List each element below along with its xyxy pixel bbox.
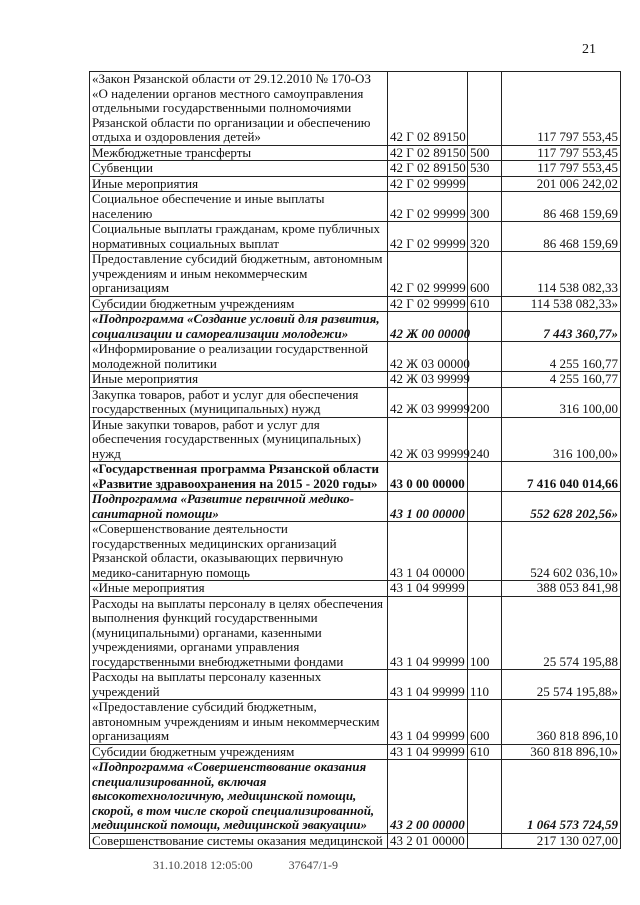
cell-amount: 360 818 896,10»	[502, 744, 621, 760]
cell-code: 43 1 04 99999	[388, 744, 468, 760]
cell-name: Субсидии бюджетным учреждениям	[90, 744, 388, 760]
cell-name: «Предоставление субсидий бюджетным, автономным учреждениям и иным некоммерческим организациям	[90, 700, 388, 745]
cell-name: «Государственная программа Рязанской области «Развитие здравоохранения на 2015 - 2020 годы»	[90, 462, 388, 492]
table-row	[90, 744, 621, 760]
cell-amount: 360 818 896,10	[502, 700, 621, 745]
cell-code: 43 2 00 00000	[388, 760, 468, 834]
cell-code: 42 Ж 03 99999	[388, 387, 468, 417]
table-row	[90, 581, 621, 597]
cell-expense-type	[468, 342, 502, 372]
cell-name: Предоставление субсидий бюджетным, автономным учреждениям и иным некоммерческим организациям	[90, 252, 388, 297]
cell-amount: 25 574 195,88»	[502, 670, 621, 700]
cell-name: Расходы на выплаты персоналу казенных учреждений	[90, 670, 388, 700]
footer-doc-id: 37647/1-9	[288, 858, 339, 872]
cell-code: 43 1 04 99999	[388, 700, 468, 745]
cell-expense-type	[468, 522, 502, 581]
table-row	[90, 296, 621, 312]
cell-expense-type: 500	[468, 145, 502, 161]
cell-expense-type: 610	[468, 744, 502, 760]
page-number: 21	[582, 42, 596, 57]
cell-amount: 117 797 553,45	[502, 161, 621, 177]
cell-amount: 4 255 160,77	[502, 342, 621, 372]
cell-expense-type: 200	[468, 387, 502, 417]
cell-expense-type: 240	[468, 417, 502, 462]
cell-expense-type: 530	[468, 161, 502, 177]
cell-code: 43 1 04 99999	[388, 596, 468, 670]
cell-name: «Иные мероприятия	[90, 581, 388, 597]
cell-name: Субвенции	[90, 161, 388, 177]
cell-name: Межбюджетные трансферты	[90, 145, 388, 161]
table-row	[90, 176, 621, 192]
cell-amount: 117 797 553,45	[502, 145, 621, 161]
cell-code: 42 Ж 03 00000	[388, 342, 468, 372]
cell-code: 43 1 04 99999	[388, 670, 468, 700]
cell-code: 42 Ж 03 99999	[388, 372, 468, 388]
cell-name: Субсидии бюджетным учреждениям	[90, 296, 388, 312]
cell-code: 43 1 00 00000	[388, 492, 468, 522]
cell-amount: 201 006 242,02	[502, 176, 621, 192]
table-row	[90, 145, 621, 161]
cell-name: Подпрограмма «Развитие первичной медико-санитарной помощи»	[90, 492, 388, 522]
cell-name: «Совершенствование деятельности государственных медицинских организаций Рязанской области, оказывающих первичную медико-санитарную помощь	[90, 522, 388, 581]
cell-code: 42 Г 02 99999	[388, 176, 468, 192]
cell-expense-type	[468, 462, 502, 492]
table-row	[90, 342, 621, 372]
table-row	[90, 670, 621, 700]
cell-name: «Информирование о реализации государственной молодежной политики	[90, 342, 388, 372]
cell-expense-type: 600	[468, 252, 502, 297]
footer-datetime: 31.10.2018 12:05:00	[153, 858, 253, 872]
cell-name: «Подпрограмма «Создание условий для развития, социализации и самореализации молодежи»	[90, 312, 388, 342]
cell-name: Расходы на выплаты персоналу в целях обеспечения выполнения функций государственными (муниципальными) органами, казенными учреждениями, органами управления государственными внебюджетными фондами	[90, 596, 388, 670]
cell-expense-type	[468, 176, 502, 192]
cell-name: Иные мероприятия	[90, 176, 388, 192]
table-row	[90, 417, 621, 462]
cell-amount: 114 538 082,33	[502, 252, 621, 297]
table-row	[90, 596, 621, 670]
cell-amount: 117 797 553,45	[502, 72, 621, 146]
cell-code: 43 0 00 00000	[388, 462, 468, 492]
table-row	[90, 252, 621, 297]
table-row	[90, 161, 621, 177]
cell-code: 43 1 04 99999	[388, 581, 468, 597]
table-row	[90, 760, 621, 834]
cell-expense-type: 600	[468, 700, 502, 745]
cell-amount: 86 468 159,69	[502, 192, 621, 222]
cell-expense-type	[468, 372, 502, 388]
cell-code: 42 Г 02 99999	[388, 296, 468, 312]
cell-amount: 4 255 160,77	[502, 372, 621, 388]
budget-table	[89, 71, 621, 849]
table-row	[90, 492, 621, 522]
cell-name: Иные закупки товаров, работ и услуг для обеспечения государственных (муниципальных) нужд	[90, 417, 388, 462]
cell-name: Социальные выплаты гражданам, кроме публичных нормативных социальных выплат	[90, 222, 388, 252]
cell-expense-type: 300	[468, 192, 502, 222]
cell-amount: 552 628 202,56»	[502, 492, 621, 522]
cell-amount: 316 100,00»	[502, 417, 621, 462]
table-row	[90, 833, 621, 849]
cell-expense-type: 320	[468, 222, 502, 252]
table-row	[90, 312, 621, 342]
cell-amount: 25 574 195,88	[502, 596, 621, 670]
table-row	[90, 522, 621, 581]
cell-name: Социальное обеспечение и иные выплаты населению	[90, 192, 388, 222]
table-row	[90, 222, 621, 252]
cell-amount: 388 053 841,98	[502, 581, 621, 597]
table-row	[90, 192, 621, 222]
table-row	[90, 462, 621, 492]
cell-code: 42 Г 02 99999	[388, 192, 468, 222]
cell-expense-type	[468, 581, 502, 597]
budget-table-body	[90, 72, 621, 849]
cell-code: 43 1 04 00000	[388, 522, 468, 581]
table-row	[90, 372, 621, 388]
cell-expense-type	[468, 833, 502, 849]
cell-code: 42 Г 02 99999	[388, 222, 468, 252]
cell-amount: 217 130 027,00	[502, 833, 621, 849]
table-row	[90, 72, 621, 146]
cell-name: Иные мероприятия	[90, 372, 388, 388]
cell-expense-type	[468, 760, 502, 834]
table-row	[90, 700, 621, 745]
table-row	[90, 387, 621, 417]
footer	[153, 858, 338, 873]
cell-name: Совершенствование системы оказания медицинской	[90, 833, 388, 849]
cell-code: 42 Ж 00 00000	[388, 312, 468, 342]
cell-name: Закупка товаров, работ и услуг для обеспечения государственных (муниципальных) нужд	[90, 387, 388, 417]
cell-expense-type	[468, 492, 502, 522]
cell-amount: 1 064 573 724,59	[502, 760, 621, 834]
cell-expense-type: 110	[468, 670, 502, 700]
cell-code: 42 Г 02 89150	[388, 161, 468, 177]
cell-code: 42 Ж 03 99999	[388, 417, 468, 462]
cell-amount: 7 416 040 014,66	[502, 462, 621, 492]
cell-expense-type: 100	[468, 596, 502, 670]
cell-name: «Закон Рязанской области от 29.12.2010 № 170-ОЗ «О наделении органов местного самоуправления отдельными государственными полномочиями Рязанской области по организации и обеспечению отдыха и оздоровления детей»	[90, 72, 388, 146]
cell-amount: 524 602 036,10»	[502, 522, 621, 581]
cell-name: «Подпрограмма «Совершенствование оказания специализированной, включая высокотехнологичную, медицинской помощи, скорой, в том числе скорой специализированной, медицинской помощи, медицинской эвакуации»	[90, 760, 388, 834]
cell-code: 42 Г 02 89150	[388, 145, 468, 161]
cell-code: 42 Г 02 89150	[388, 72, 468, 146]
cell-expense-type	[468, 72, 502, 146]
cell-code: 42 Г 02 99999	[388, 252, 468, 297]
cell-amount: 86 468 159,69	[502, 222, 621, 252]
cell-expense-type	[468, 312, 502, 342]
cell-amount: 114 538 082,33»	[502, 296, 621, 312]
cell-expense-type: 610	[468, 296, 502, 312]
cell-amount: 316 100,00	[502, 387, 621, 417]
cell-amount: 7 443 360,77»	[502, 312, 621, 342]
cell-code: 43 2 01 00000	[388, 833, 468, 849]
